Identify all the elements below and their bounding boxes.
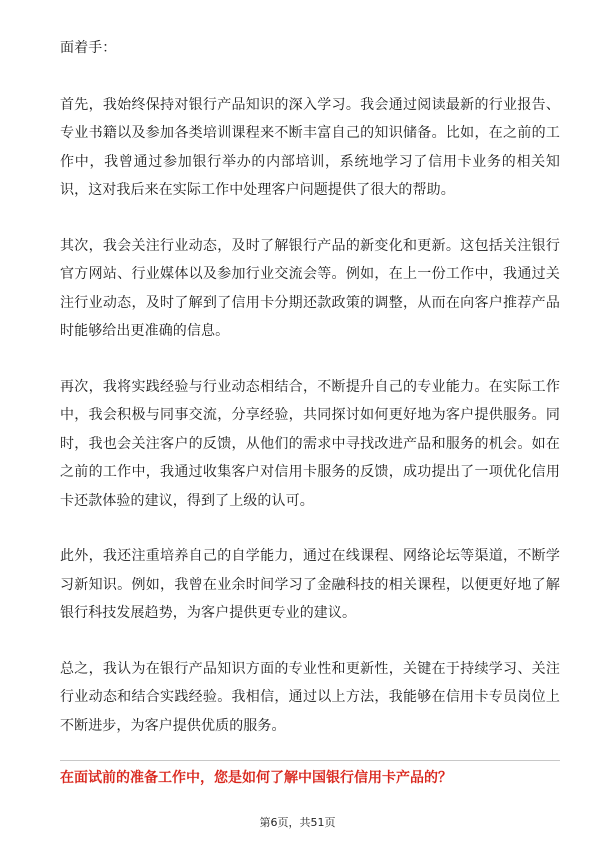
paragraph-first: 首先，我始终保持对银行产品知识的深入学习。我会通过阅读最新的行业报告、专业书籍以及参加各类培训课程来不断丰富自己的知识储备。比如，在之前的工作中，我曾通过参加银行举办的内部培训，系统地学习了信用卡业务的相关知识，这对我后来在实际工作中处理客户问题提供了很大的帮助。 (60, 96, 560, 198)
answer-body (60, 34, 560, 740)
paragraph-third: 再次，我将实践经验与行业动态相结合，不断提升自己的专业能力。在实际工作中，我会积极与同事交流，分享经验，共同探讨如何更好地为客户提供服务。同时，我也会关注客户的反馈，从他们的需求中寻找改进产品和服务的机会。如在之前的工作中，我通过收集客户对信用卡服务的反馈，成功提出了一项优化信用卡还款体验的建议，得到了上级的认可。 (60, 378, 560, 509)
paragraph-second: 其次，我会关注行业动态，及时了解银行产品的新变化和更新。这包括关注银行官方网站、行业媒体以及参加行业交流会等。例如，在上一份工作中，我通过关注行业动态，及时了解到了信用卡分期还款政策的调整，从而在向客户推荐产品时能够给出更准确的信息。 (60, 237, 560, 339)
page-number: 第6页，共51页 (259, 816, 336, 829)
next-question-heading: 在面试前的准备工作中，您是如何了解中国银行信用卡产品的？ (60, 770, 452, 786)
section-divider (60, 760, 560, 761)
lead-line: 面着手： (60, 40, 117, 56)
paragraph-conclusion: 总之，我认为在银行产品知识方面的专业性和更新性，关键在于持续学习、关注行业动态和结合实践经验。我相信，通过以上方法，我能够在信用卡专员岗位上不断进步，为客户提供优质的服务。 (60, 660, 560, 734)
paragraph-fourth: 此外，我还注重培养自己的自学能力，通过在线课程、网络论坛等渠道，不断学习新知识。例如，我曾在业余时间学习了金融科技的相关课程，以便更好地了解银行科技发展趋势，为客户提供更专业的建议。 (60, 548, 560, 621)
